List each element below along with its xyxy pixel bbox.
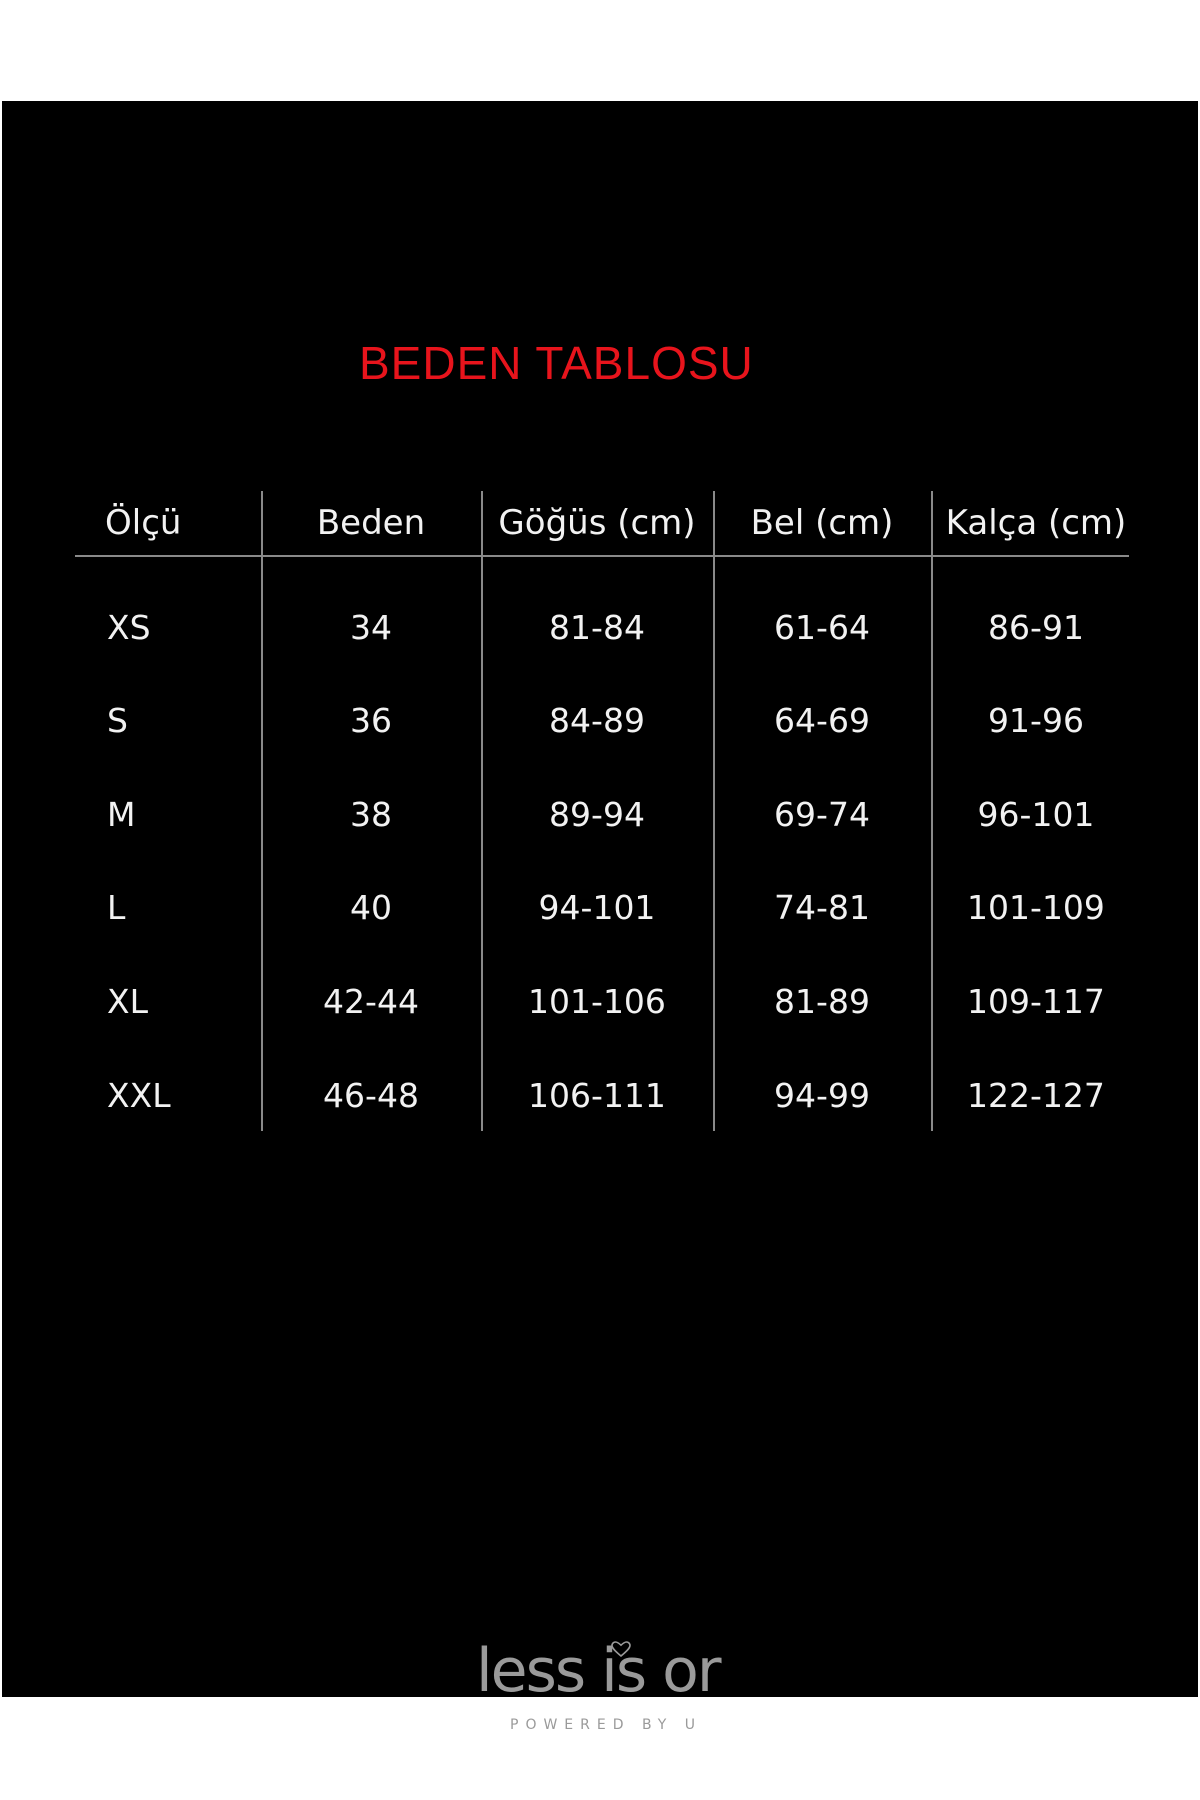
cell-bel: 69-74 xyxy=(774,795,870,834)
cell-kalca: 96-101 xyxy=(977,795,1095,834)
page-title: BEDEN TABLOSU xyxy=(359,337,754,389)
cell-kalca: 109-117 xyxy=(967,982,1105,1021)
size-table xyxy=(75,491,1129,1131)
cell-size: M xyxy=(107,795,136,834)
cell-beden: 40 xyxy=(350,888,392,927)
header-bel: Bel (cm) xyxy=(750,503,894,543)
cell-bel: 61-64 xyxy=(774,608,870,647)
header-rule xyxy=(75,555,1129,557)
cell-beden: 42-44 xyxy=(323,982,419,1021)
cell-beden: 34 xyxy=(350,608,392,647)
cell-gogus: 89-94 xyxy=(549,795,645,834)
cell-kalca: 122-127 xyxy=(967,1076,1105,1115)
cell-bel: 81-89 xyxy=(774,982,870,1021)
size-chart-panel xyxy=(2,101,1198,1733)
cell-bel: 94-99 xyxy=(774,1076,870,1115)
cell-gogus: 84-89 xyxy=(549,701,645,740)
header-kalca: Kalça (cm) xyxy=(945,503,1127,543)
cell-beden: 36 xyxy=(350,701,392,740)
cell-beden: 46-48 xyxy=(323,1076,419,1115)
cell-gogus: 101-106 xyxy=(528,982,666,1021)
cell-gogus: 106-111 xyxy=(528,1076,666,1115)
cell-size: L xyxy=(107,888,126,927)
cell-kalca: 91-96 xyxy=(988,701,1084,740)
cell-size: S xyxy=(107,701,128,740)
logo-wordmark: less is or xyxy=(476,1636,720,1706)
header-beden: Beden xyxy=(316,503,426,543)
brand-logo xyxy=(472,1636,742,1741)
heart-icon xyxy=(611,1641,631,1657)
cell-bel: 74-81 xyxy=(774,888,870,927)
cell-size: XL xyxy=(107,982,148,1021)
header-olcu: Ölçü xyxy=(105,503,182,543)
logo-tagline: POWERED BY U xyxy=(510,1717,703,1733)
header-gogus: Göğüs (cm) xyxy=(498,503,696,543)
cell-kalca: 86-91 xyxy=(988,608,1084,647)
cell-bel: 64-69 xyxy=(774,701,870,740)
cell-gogus: 81-84 xyxy=(549,608,645,647)
cell-size: XXL xyxy=(107,1076,171,1115)
cell-beden: 38 xyxy=(350,795,392,834)
cell-size: XS xyxy=(107,608,151,647)
cell-kalca: 101-109 xyxy=(967,888,1105,927)
cell-gogus: 94-101 xyxy=(538,888,656,927)
